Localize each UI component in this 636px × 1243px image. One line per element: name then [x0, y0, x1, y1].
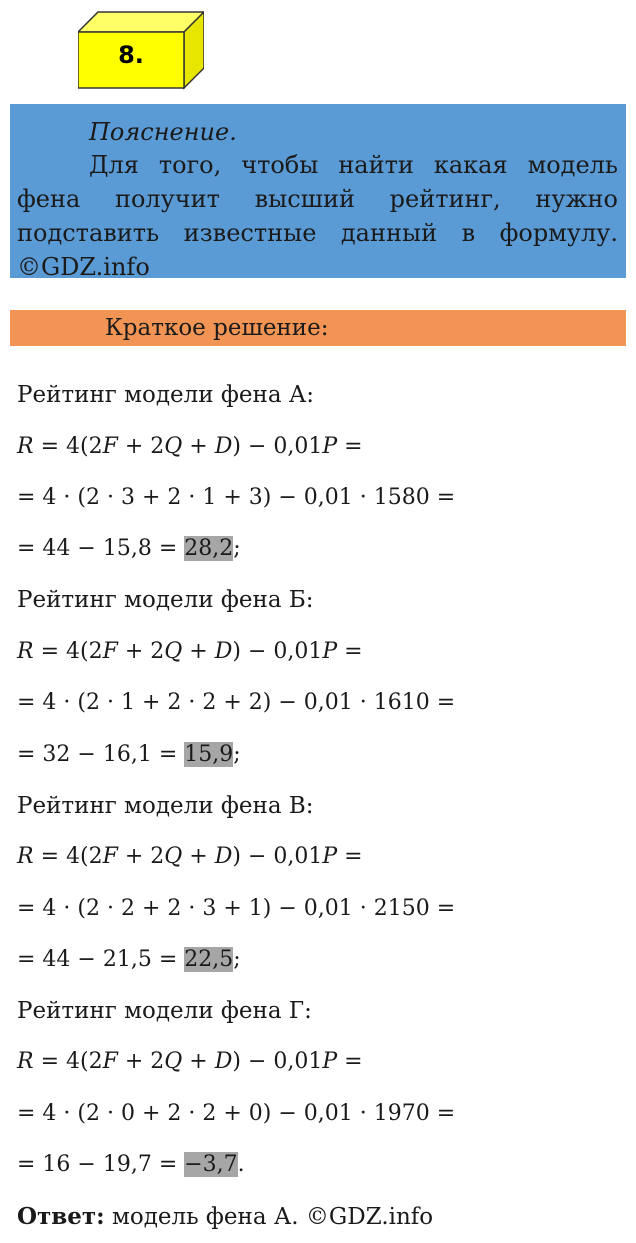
explanation-title: Пояснение. — [89, 118, 237, 146]
model-b-formula: R = 4(2F + 2Q + D) − 0,01P = — [17, 639, 363, 664]
model-v-result: 22,5 — [184, 947, 234, 972]
model-a-result: 28,2 — [184, 536, 234, 561]
model-v-formula: R = 4(2F + 2Q + D) − 0,01P = — [17, 844, 363, 869]
answer-text: модель фена А. ©GDZ.info — [104, 1204, 434, 1230]
task-number: 8. — [118, 41, 144, 69]
model-g-formula: R = 4(2F + 2Q + D) − 0,01P = — [17, 1049, 363, 1074]
model-v-result-line: = 44 − 21,5 = 22,5; — [17, 947, 241, 972]
explanation-line-2: фена получит высший рейтинг, нужно — [17, 185, 618, 213]
task-number-box — [78, 10, 204, 78]
model-g-result-line: = 16 − 19,7 = −3,7. — [17, 1152, 245, 1177]
model-v-title: Рейтинг модели фена В: — [17, 793, 314, 819]
solution-header: Краткое решение: — [10, 310, 626, 346]
explanation-block — [10, 104, 626, 281]
explanation-line-1: Для того, чтобы найти какая модель — [89, 151, 618, 179]
answer-line — [17, 1200, 433, 1234]
model-b-substitution: = 4 · (2 · 1 + 2 · 2 + 2) − 0,01 · 1610 = — [17, 690, 456, 715]
model-b-result-line: = 32 − 16,1 = 15,9; — [17, 742, 241, 767]
model-v-substitution: = 4 · (2 · 2 + 2 · 3 + 1) − 0,01 · 2150 = — [17, 896, 456, 921]
model-g-substitution: = 4 · (2 · 0 + 2 · 2 + 0) − 0,01 · 1970 = — [17, 1101, 456, 1126]
model-a-title: Рейтинг модели фена А: — [17, 382, 315, 408]
answer-label: Ответ: — [17, 1203, 105, 1230]
model-g-result: −3,7 — [184, 1152, 238, 1177]
model-b-title: Рейтинг модели фена Б: — [17, 587, 314, 613]
explanation-watermark: ©GDZ.info — [17, 253, 150, 281]
model-a-formula: R = 4(2F + 2Q + D) − 0,01P = — [17, 434, 363, 459]
model-a-result-line: = 44 − 15,8 = 28,2; — [17, 536, 241, 561]
model-a-substitution: = 4 · (2 · 3 + 2 · 1 + 3) − 0,01 · 1580 = — [17, 485, 456, 510]
model-g-title: Рейтинг модели фена Г: — [17, 998, 312, 1024]
explanation-line-3: подставить известные данный в формулу. — [17, 219, 618, 247]
model-b-result: 15,9 — [184, 742, 234, 767]
